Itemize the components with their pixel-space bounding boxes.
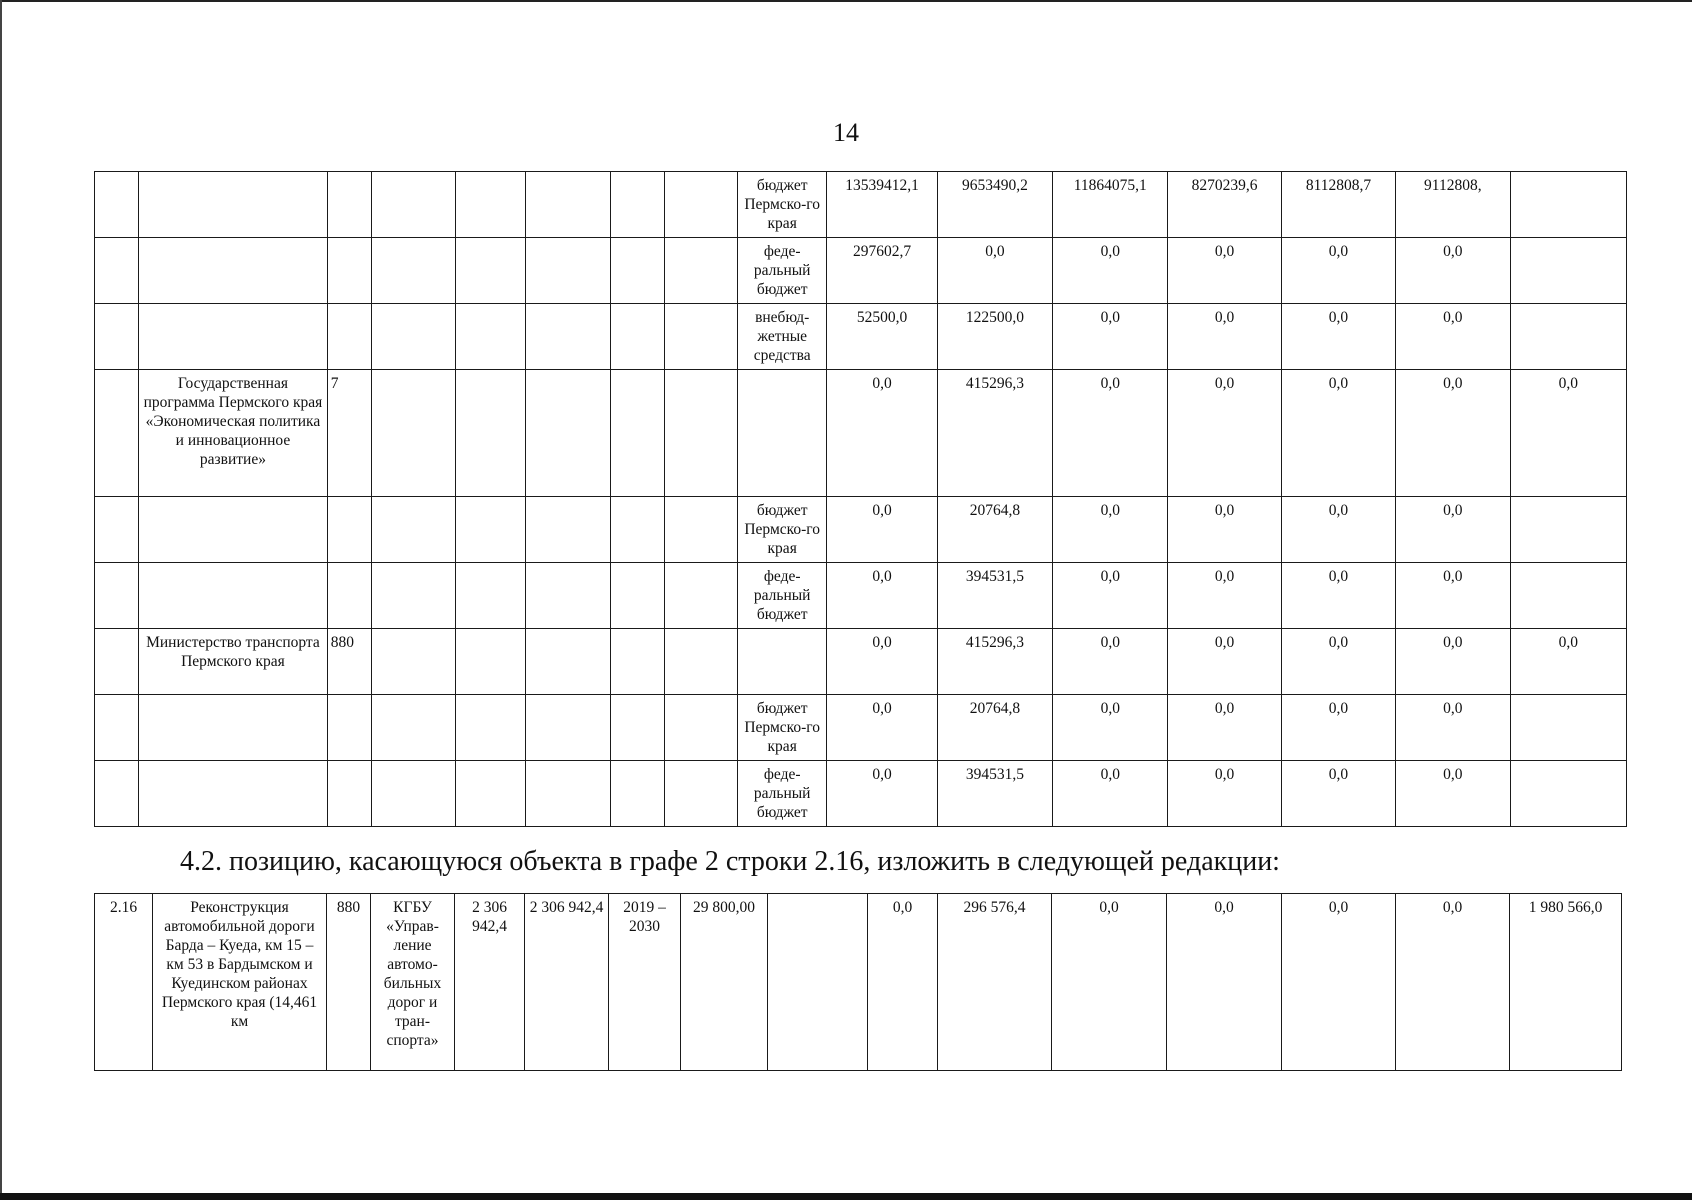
value-cell [1510,172,1626,238]
empty-cell [456,238,526,304]
funding-source: феде-ральный бюджет [738,761,827,827]
empty-cell [95,370,139,497]
empty-cell [664,695,737,761]
program-name: Государственная программа Пермского края «Экономическая политика и инновационное развитие» [139,370,328,497]
empty-cell [456,370,526,497]
table-row [95,497,1627,563]
funding-source: бюджет Пермско-го края [738,497,827,563]
page-number: 14 [833,118,859,147]
value-cell: 13539412,1 [827,172,937,238]
value-cell: 1 980 566,0 [1510,894,1622,1071]
empty-cell [664,497,737,563]
value-cell: 9653490,2 [937,172,1052,238]
value-cell: 0,0 [827,629,937,695]
value-cell: 0,0 [1396,894,1510,1071]
funding-source [738,629,827,695]
value-cell: 0,0 [1281,563,1395,629]
value-cell [1510,761,1626,827]
period-cell: 2019 – 2030 [609,894,681,1071]
revision-table [94,893,1622,1071]
empty-cell [526,497,610,563]
empty-cell [610,497,664,563]
empty-cell [610,761,664,827]
budget-code [327,761,371,827]
value-cell: 0,0 [1168,370,1281,497]
funding-source: внебюд-жетные средства [738,304,827,370]
value-cell: 0,0 [1510,370,1626,497]
value-cell [1510,497,1626,563]
amount-cell: 29 800,00 [681,894,768,1071]
value-cell: 0,0 [1053,238,1168,304]
value-cell: 394531,5 [937,563,1052,629]
value-cell: 0,0 [1168,497,1281,563]
empty-cell [371,695,455,761]
funding-source: бюджет Пермско-го края [738,172,827,238]
value-cell: 0,0 [1396,304,1510,370]
empty-cell [664,563,737,629]
value-cell: 0,0 [1396,563,1510,629]
empty-cell [610,563,664,629]
value-cell: 0,0 [1053,761,1168,827]
empty-cell [526,629,610,695]
value-cell: 0,0 [1168,563,1281,629]
empty-cell [610,238,664,304]
empty-cell [456,563,526,629]
value-cell: 0,0 [1281,304,1395,370]
empty-cell [610,304,664,370]
value-cell: 0,0 [868,894,938,1071]
cost-cell: 2 306 942,4 [525,894,609,1071]
value-cell: 20764,8 [937,695,1052,761]
value-cell: 122500,0 [937,304,1052,370]
table-row [95,629,1627,695]
empty-cell [456,172,526,238]
empty-cell [371,761,455,827]
empty-cell [95,172,139,238]
empty-cell [664,238,737,304]
value-cell: 0,0 [1396,695,1510,761]
value-cell: 0,0 [1396,497,1510,563]
program-name [139,172,328,238]
value-cell: 8270239,6 [1168,172,1281,238]
value-cell: 0,0 [1281,497,1395,563]
table-row [95,695,1627,761]
empty-cell [456,761,526,827]
value-cell: 0,0 [1053,695,1168,761]
table-row [95,563,1627,629]
empty-cell [95,497,139,563]
value-cell: 0,0 [1396,629,1510,695]
empty-cell [371,563,455,629]
empty-cell [610,629,664,695]
empty-cell [664,304,737,370]
value-cell [1510,238,1626,304]
program-name [139,497,328,563]
empty-cell [664,370,737,497]
funding-source: феде-ральный бюджет [738,238,827,304]
empty-cell [664,761,737,827]
value-cell [1510,563,1626,629]
budget-code: 880 [327,629,371,695]
value-cell: 0,0 [1396,238,1510,304]
table-row [95,370,1627,497]
empty-cell [456,629,526,695]
page-left-edge [0,0,2,1200]
section-heading: 4.2. позицию, касающуюся объекта в графе 2 строки 2.16, изложить в следующей редакции: [180,846,1280,877]
value-cell: 0,0 [1053,304,1168,370]
empty-cell [95,563,139,629]
program-name [139,563,328,629]
empty-cell [371,497,455,563]
budget-code [327,563,371,629]
table-row [95,761,1627,827]
value-cell: 0,0 [1168,304,1281,370]
budget-code [327,304,371,370]
empty-cell [95,304,139,370]
value-cell: 0,0 [1281,695,1395,761]
value-cell [1510,304,1626,370]
value-cell: 0,0 [1281,761,1395,827]
table-row [95,172,1627,238]
program-name [139,761,328,827]
value-cell: 0,0 [937,238,1052,304]
value-cell: 0,0 [1281,629,1395,695]
table-row [95,304,1627,370]
value-cell: 0,0 [827,761,937,827]
empty-cell [526,695,610,761]
value-cell: 0,0 [1510,629,1626,695]
value-cell: 0,0 [1052,894,1167,1071]
value-cell: 0,0 [1168,695,1281,761]
value-cell: 394531,5 [937,761,1052,827]
value-cell: 415296,3 [937,629,1052,695]
program-name [139,695,328,761]
funding-source [738,370,827,497]
value-cell: 0,0 [1167,894,1282,1071]
empty-cell [371,238,455,304]
value-cell: 0,0 [1053,370,1168,497]
program-name [139,238,328,304]
value-cell: 0,0 [1396,761,1510,827]
empty-cell [456,695,526,761]
value-cell: 0,0 [1053,629,1168,695]
value-cell: 0,0 [1053,497,1168,563]
value-cell: 0,0 [827,497,937,563]
value-cell [1510,695,1626,761]
empty-cell [371,172,455,238]
value-cell: 0,0 [1396,370,1510,497]
page-bottom-edge [0,1193,1692,1200]
budget-code: 880 [327,894,371,1071]
value-cell: 0,0 [1168,761,1281,827]
empty-cell [456,304,526,370]
empty-cell [526,238,610,304]
value-cell: 52500,0 [827,304,937,370]
empty-cell [768,894,868,1071]
table-row [95,894,1622,1071]
budget-code [327,695,371,761]
empty-cell [371,304,455,370]
value-cell: 20764,8 [937,497,1052,563]
value-cell: 0,0 [827,563,937,629]
empty-cell [526,563,610,629]
empty-cell [526,304,610,370]
empty-cell [95,695,139,761]
page-top-edge [0,0,1692,2]
empty-cell [610,370,664,497]
empty-cell [664,629,737,695]
budget-code [327,238,371,304]
value-cell: 0,0 [1168,629,1281,695]
budget-code [327,172,371,238]
program-name: Министерство транспорта Пермского края [139,629,328,695]
budget-table [94,171,1627,827]
empty-cell [526,172,610,238]
value-cell: 0,0 [1168,238,1281,304]
row-number: 2.16 [95,894,153,1071]
empty-cell [456,497,526,563]
value-cell: 296 576,4 [938,894,1052,1071]
empty-cell [95,761,139,827]
cost-cell: 2 306 942,4 [455,894,525,1071]
empty-cell [610,695,664,761]
program-name [139,304,328,370]
empty-cell [610,172,664,238]
empty-cell [664,172,737,238]
budget-code [327,497,371,563]
empty-cell [95,629,139,695]
empty-cell [371,629,455,695]
value-cell: 0,0 [1281,238,1395,304]
empty-cell [526,370,610,497]
value-cell: 11864075,1 [1053,172,1168,238]
value-cell: 0,0 [1281,370,1395,497]
object-name: Реконструкция автомобильной дороги Барда – Куеда, км 15 – км 53 в Бардымском и Куединском районах Пермского края (14,461 км [153,894,327,1071]
funding-source: феде-ральный бюджет [738,563,827,629]
empty-cell [95,238,139,304]
value-cell: 0,0 [827,695,937,761]
value-cell: 0,0 [1282,894,1396,1071]
value-cell: 297602,7 [827,238,937,304]
value-cell: 8112808,7 [1281,172,1395,238]
empty-cell [526,761,610,827]
empty-cell [371,370,455,497]
value-cell: 0,0 [827,370,937,497]
value-cell: 415296,3 [937,370,1052,497]
funding-source: бюджет Пермско-го края [738,695,827,761]
value-cell: 0,0 [1053,563,1168,629]
table-row [95,238,1627,304]
customer: КГБУ «Управ-ление автомо-бильных дорог и тран-спорта» [371,894,455,1071]
value-cell: 9112808, [1396,172,1510,238]
budget-code: 7 [327,370,371,497]
